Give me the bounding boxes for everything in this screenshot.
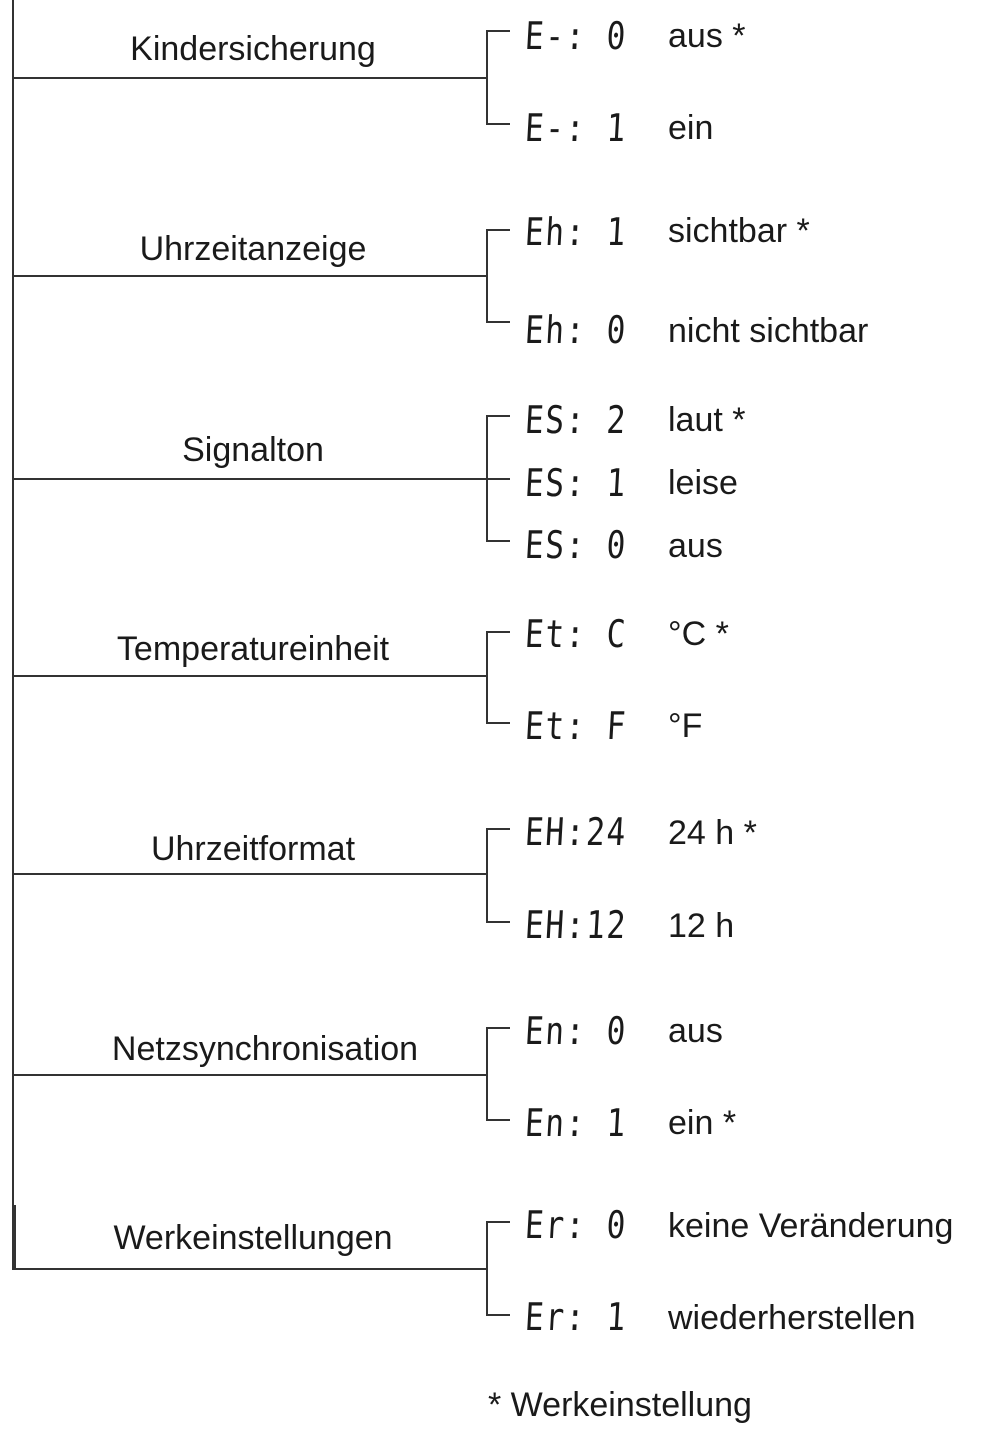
option-description: nicht sichtbar: [668, 312, 869, 350]
option-description: aus: [668, 527, 723, 565]
group-label-uhrzeitformat: Uhrzeitformat: [150, 830, 356, 868]
display-code: Eh: 0: [523, 308, 629, 352]
display-code: ES: 1: [523, 461, 629, 505]
option-description: 12 h: [668, 907, 735, 945]
group-label-uhrzeitanzeige: Uhrzeitanzeige: [139, 230, 367, 268]
option-description: °F: [668, 707, 703, 745]
group-label-kindersicherung: Kindersicherung: [130, 30, 376, 68]
option-description: wiederherstellen: [668, 1299, 916, 1337]
display-code: EH:24: [523, 810, 629, 854]
display-code: Er: 0: [523, 1203, 629, 1247]
option-description: aus *: [668, 17, 746, 55]
display-code: Et: F: [523, 704, 629, 748]
display-code: ES: 2: [523, 398, 629, 442]
display-code: ES: 0: [523, 523, 629, 567]
display-code: E-: 1: [523, 106, 629, 150]
option-description: laut *: [668, 401, 746, 439]
option-description: leise: [668, 464, 738, 502]
display-code: EH:12: [523, 903, 629, 947]
display-code: E-: 0: [523, 14, 629, 58]
display-code: En: 1: [523, 1101, 629, 1145]
factory-setting-footnote: * Werkeinstellung: [488, 1386, 752, 1424]
group-label-werkeinstellungen: Werkeinstellungen: [113, 1219, 393, 1257]
option-description: ein: [668, 109, 714, 147]
option-description: ein *: [668, 1104, 737, 1142]
option-description: °C *: [668, 615, 729, 653]
group-label-signalton: Signalton: [182, 431, 324, 469]
group-label-temperatureinheit: Temperatureinheit: [116, 630, 390, 668]
display-code: Er: 1: [523, 1295, 629, 1339]
option-description: sichtbar *: [668, 212, 810, 250]
option-description: aus: [668, 1012, 723, 1050]
display-code: En: 0: [523, 1009, 629, 1053]
option-description: keine Veränderung: [668, 1207, 954, 1245]
display-code: Et: C: [523, 612, 629, 656]
option-description: 24 h *: [668, 814, 757, 852]
display-code: Eh: 1: [523, 210, 629, 254]
group-label-netzsynchronisation: Netzsynchronisation: [111, 1030, 419, 1068]
